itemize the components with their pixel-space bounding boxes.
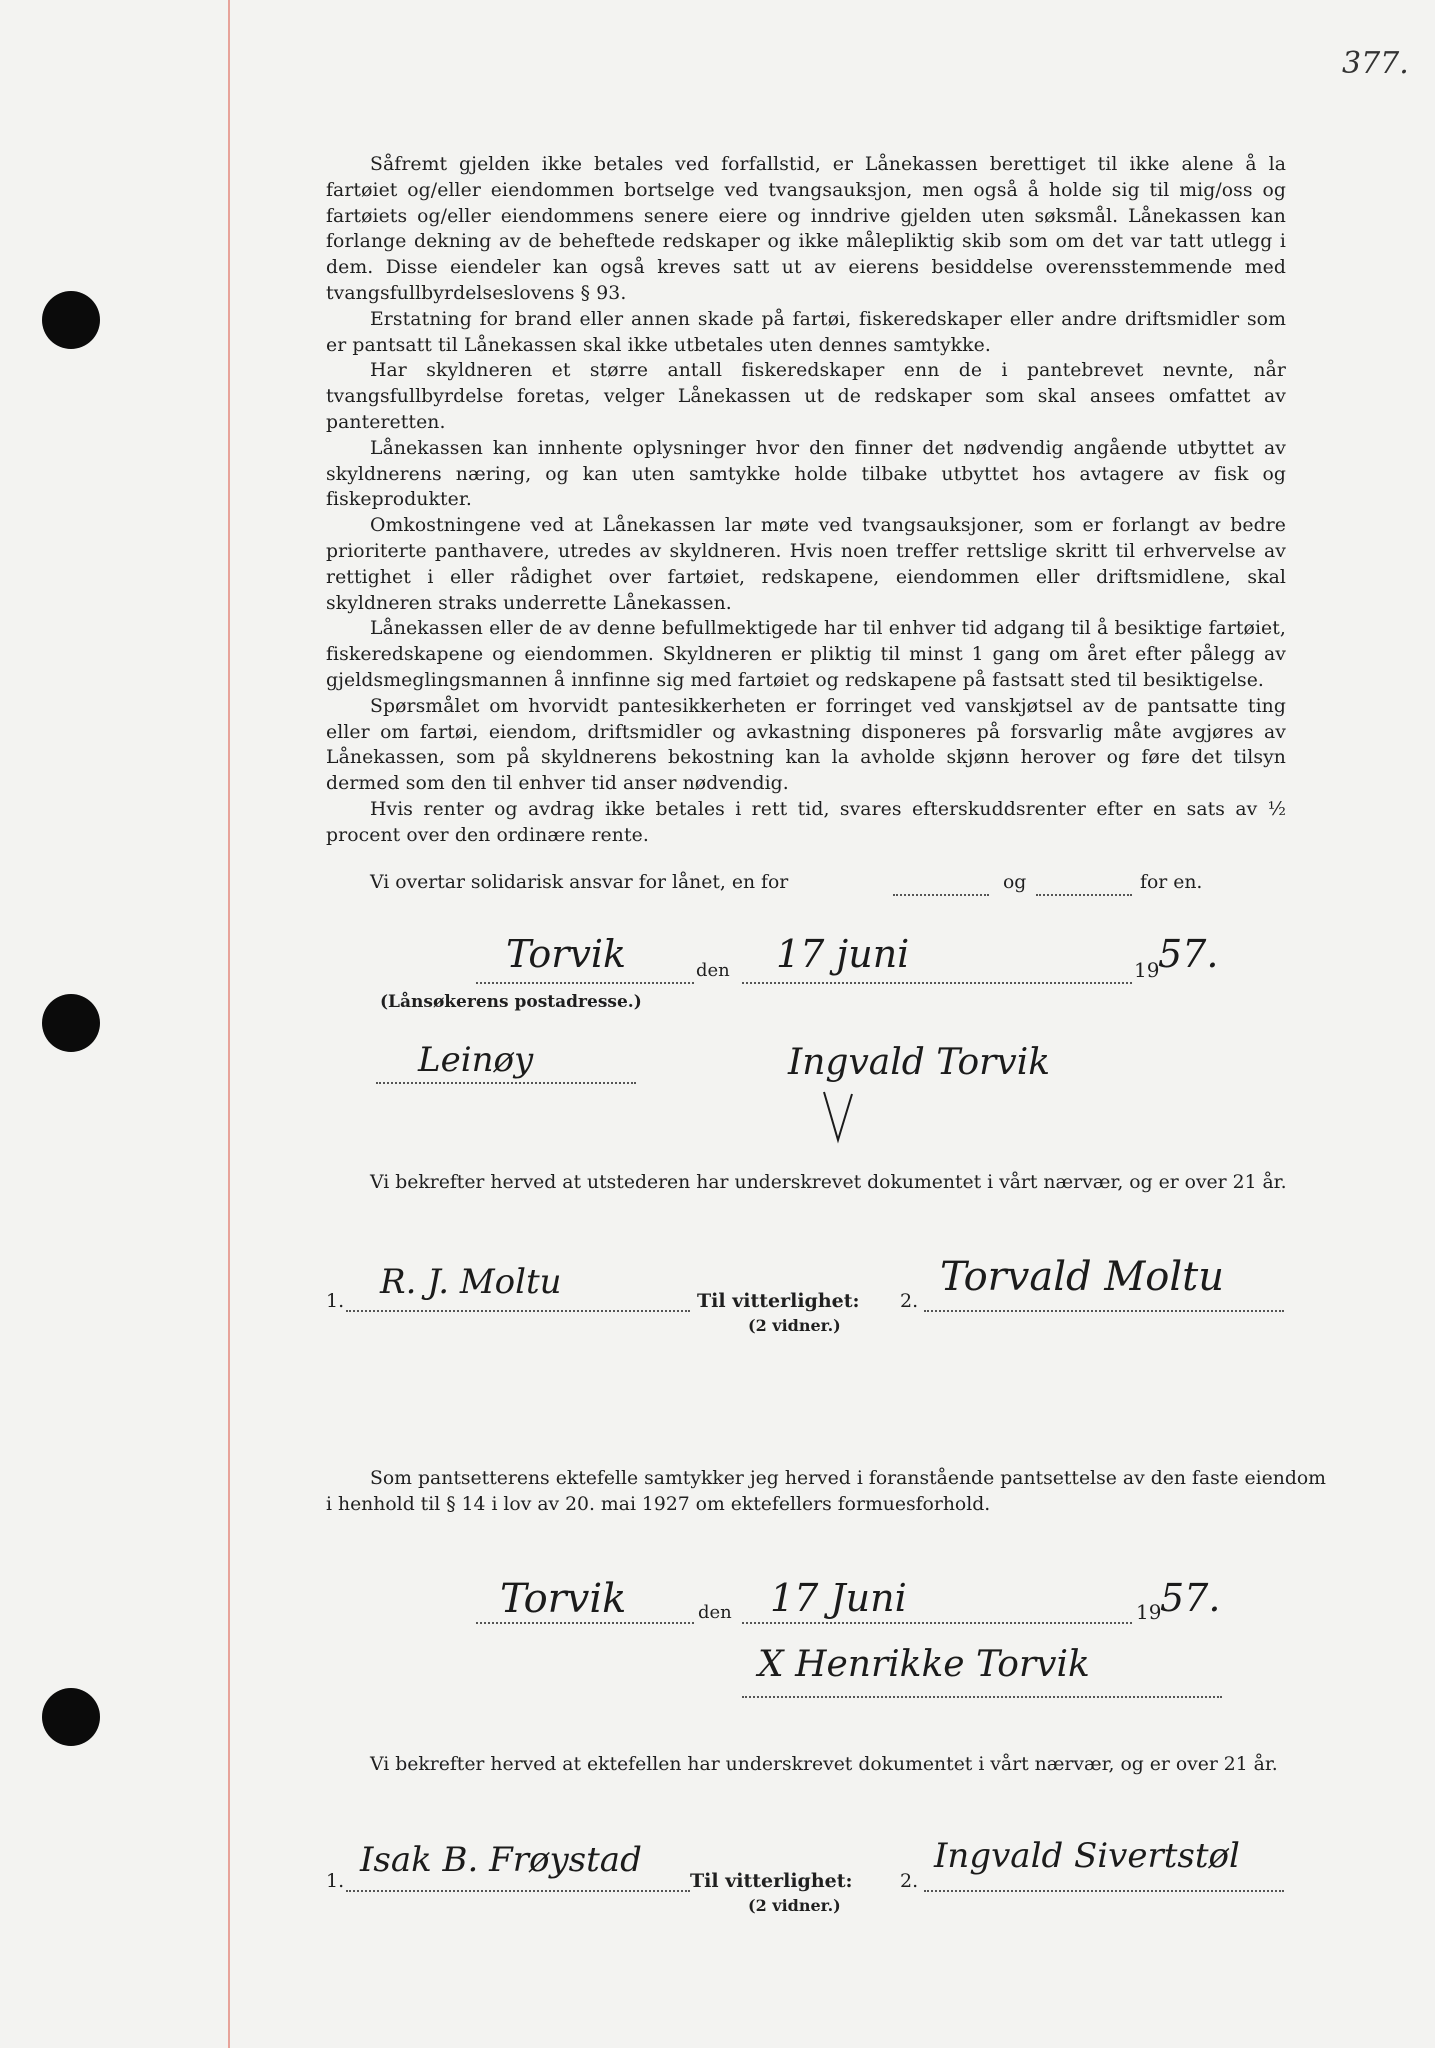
terms-paragraph: Spørsmålet om hvorvidt pantesikkerheten er forringet ved vanskjøtsel av de pantsatte ting eller om fartøi, eiendom, driftsmidler og avkastning disponeres på forsvarlig måte avgjøres av Lånekassen, som på skyldnerens bekostning kan la avholde skjønn herover og føre det tilsyn dermed som den til enhver tid anser nødvendig. [326,695,1286,795]
blank-field [476,982,694,984]
solidarity-lead: Vi overtar solidarisk ansvar for lånet, en for [370,872,789,893]
date-handwritten: 17 juni [776,932,910,976]
terms-body [326,152,1286,849]
den-label: den [698,1602,732,1623]
punch-hole [42,291,100,349]
witness-label: Til vitterlighet: [690,1870,853,1892]
blank-field [346,1890,690,1892]
blank-field [346,1310,690,1312]
blank-field [893,894,989,896]
blank-field [476,1622,694,1624]
witness-signature: Isak B. Frøystad [360,1840,642,1880]
year-handwritten: 57. [1160,1576,1221,1620]
solidarity-line [370,872,788,893]
witness-count: (2 vidner.) [748,1896,841,1915]
witness-label: Til vitterlighet: [697,1290,860,1312]
year-handwritten: 57. [1158,932,1219,976]
margin-line [228,0,230,2048]
solidarity-end: for en. [1140,872,1203,893]
page-number: 377. [1342,46,1409,81]
date-handwritten: 17 Juni [770,1576,907,1620]
signature-flourish [818,1088,858,1148]
blank-field [742,982,1132,984]
punch-hole [42,1688,100,1746]
spouse-signature: X Henrikke Torvik [758,1644,1090,1685]
place-handwritten: Torvik [500,1576,627,1622]
witness-count: (2 vidner.) [748,1316,841,1335]
witness-signature: Torvald Moltu [940,1254,1225,1300]
witness-signature: R. J. Moltu [380,1262,562,1302]
blank-field [376,1082,636,1084]
solidarity-og: og [1003,872,1027,893]
borrower-signature: Ingvald Torvik [788,1042,1051,1083]
postal-handwritten: Leinøy [418,1040,534,1080]
terms-paragraph: Hvis renter og avdrag ikke betales i rett tid, svares efterskuddsrenter efter en sats av ½ procent over den ordinære rente. [326,798,1286,846]
year-prefix: 19 [1136,1600,1162,1624]
blank-field [1036,894,1132,896]
spouse-consent: Som pantsetterens ektefelle samtykker jeg herved i foranstående pantsettelse av den faste eiendom i henhold til § 14 i lov av 20. mai 1927 om ektefellers formuesforhold. [326,1468,1326,1515]
witness-number: 1. [326,1290,345,1312]
witness-number: 1. [326,1870,345,1892]
witness-number: 2. [900,1870,919,1892]
punch-hole [42,994,100,1052]
blank-field [742,1622,1132,1624]
terms-paragraph: Omkostningene ved at Lånekassen lar møte ved tvangsauksjoner, som er forlangt av bedre prioriterte panthavere, utredes av skyldneren. Hvis noen treffer rettslige skritt til erhvervelse av rettighet i eller rådighet over fartøiet, redskapene, eiendommen eller driftsmidlene, skal skyldneren straks underrette Lånekassen. [326,515,1286,614]
postal-address-label: (Lånsøkerens postadresse.) [380,992,642,1012]
terms-paragraph: Lånekassen eller de av denne befullmektigede har til enhver tid adgang til å besiktige fartøiet, fiskeredskapene og eiendommen. Skyldneren er pliktig til minst 1 gang om året efter pålegg av gjeldsmeglingsmannen å innfinne sig med fartøiet og redskapene på fastsatt sted til besiktigelse. [326,618,1286,691]
year-prefix: 19 [1134,958,1160,982]
terms-paragraph: Har skyldneren et større antall fiskeredskaper enn de i pantebrevet nevnte, når tvangsfullbyrdelse foretas, velger Lånekassen ut de redskaper som skal ansees omfattet av panteretten. [326,360,1286,433]
terms-paragraph: Såfremt gjelden ikke betales ved forfallstid, er Lånekassen berettiget til ikke alene å la fartøiet og/eller eiendommen bortselge ved tvangsauksjon, men også å holde sig til mig/oss og fartøiets og/eller eiendommens senere eiere og inndrive gjelden uten søksmål. Lånekassen kan forlange dekning av de beheftede redskaper og ikke målepliktig skib som om det var tatt utlegg i dem. Disse eiendeler kan også kreves satt ut av eierens besiddelse overensstemmende med tvangsfullbyrdelseslovens § 93. [326,154,1286,304]
blank-field [742,1696,1222,1698]
terms-paragraph: Erstatning for brand eller annen skade på fartøi, fiskeredskaper eller andre driftsmidler som er pantsatt til Lånekassen skal ikke utbetales uten dennes samtykke. [326,308,1286,356]
blank-field [924,1890,1284,1892]
place-handwritten: Torvik [506,932,627,976]
den-label: den [696,960,730,981]
witness-confirmation: Vi bekrefter herved at utstederen har underskrevet dokumentet i vårt nærvær, og er over 21 år. [370,1172,1287,1193]
witness-number: 2. [900,1290,919,1312]
witness-signature: Ingvald Sivertstøl [934,1836,1240,1876]
terms-paragraph: Lånekassen kan innhente oplysninger hvor den finner det nødvendig angående utbyttet av skyldnerens næring, og kan uten samtykke holde tilbake utbyttet hos avtagere av fisk og fiskeprodukter. [326,437,1286,511]
blank-field [924,1310,1284,1312]
witness-confirmation: Vi bekrefter herved at ektefellen har underskrevet dokumentet i vårt nærvær, og er over 21 år. [370,1754,1278,1775]
